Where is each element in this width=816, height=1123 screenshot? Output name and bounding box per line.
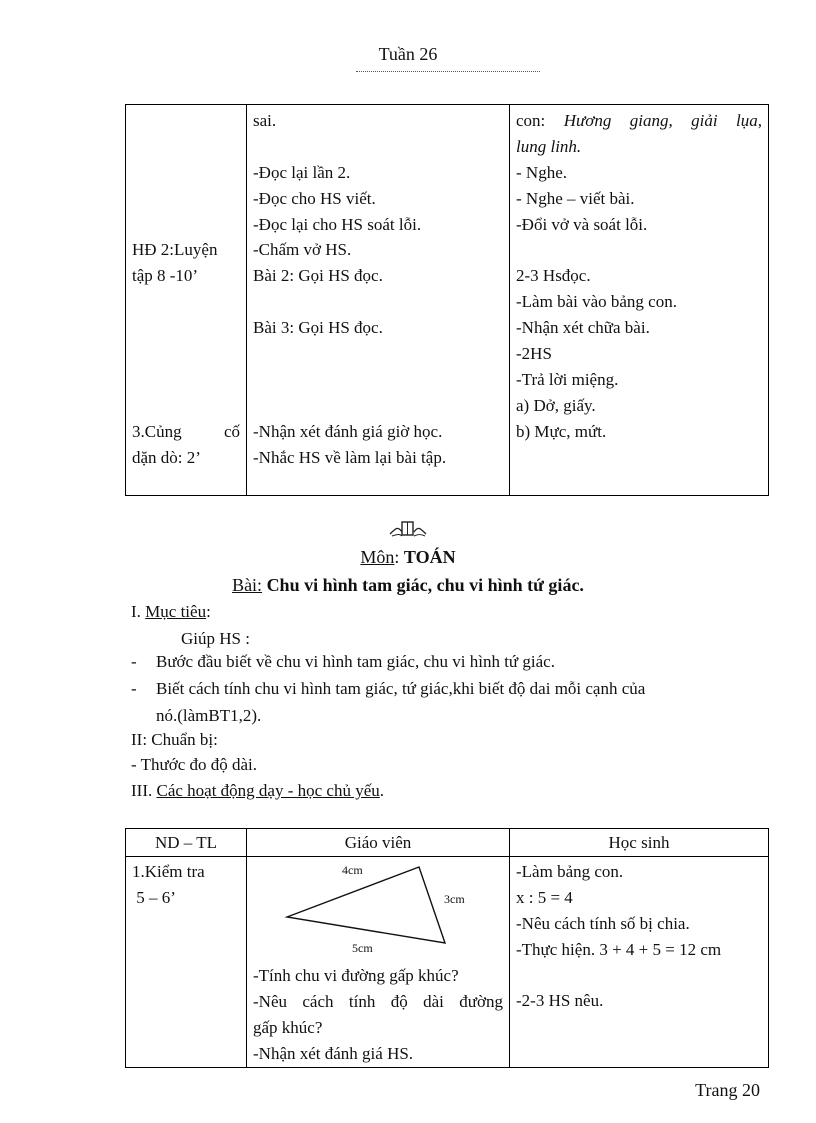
table2-student-line: x : 5 = 4 bbox=[516, 887, 573, 907]
triangle-label-bottom: 5cm bbox=[352, 941, 373, 955]
objective-text: Bước đầu biết về chu vi hình tam giác, chu vi hình tứ giác. bbox=[156, 652, 555, 671]
table2-student-line: -Thực hiện. 3 + 4 + 5 = 12 cm bbox=[516, 939, 722, 959]
table2-teacher-line: -Nêu cách tính độ dài đường bbox=[253, 991, 503, 1011]
table1-teacher-line: sai. bbox=[253, 111, 277, 130]
table1-student-line: 2-3 Hsđọc. bbox=[516, 266, 591, 286]
prep-item: - Thước đo độ dài. bbox=[131, 755, 258, 774]
table1-col1-line bbox=[132, 108, 240, 134]
table1-student-line: - Nghe – viết bài. bbox=[516, 188, 635, 208]
subject-value: TOÁN bbox=[403, 547, 456, 567]
table1-student-line: -Trả lời miệng. bbox=[516, 369, 619, 389]
table1-student-line: -Làm bài vào bảng con. bbox=[516, 292, 677, 312]
lesson-heading bbox=[0, 575, 816, 596]
table1-student-line: -2HS bbox=[516, 344, 552, 364]
table1-teacher-line bbox=[253, 134, 503, 160]
table1-teacher-line bbox=[253, 367, 503, 393]
table2-col1-line: 1.Kiểm tra bbox=[132, 862, 205, 881]
prep-heading: II: Chuẩn bị: bbox=[131, 730, 218, 749]
table1-student-column bbox=[510, 105, 769, 496]
table1-student-line bbox=[516, 237, 762, 263]
objectives-title: Mục tiêu bbox=[145, 602, 207, 621]
student-prefix: con: bbox=[516, 111, 564, 130]
table2-student-column bbox=[510, 857, 769, 1068]
triangle-shape bbox=[287, 867, 445, 943]
table2-student-line: -Nêu cách tính số bị chia. bbox=[516, 913, 690, 933]
table1-col1-line bbox=[132, 160, 240, 186]
table1-col1-line bbox=[132, 186, 240, 212]
lesson-table-continued bbox=[125, 104, 769, 496]
triangle-label-right: 3cm bbox=[444, 892, 465, 906]
table1-student-line: - Nghe. bbox=[516, 162, 567, 182]
table2-teacher-line: -Tính chu vi đường gấp khúc? bbox=[253, 966, 459, 985]
table1-teacher-line bbox=[253, 393, 503, 419]
objectives-prefix: I. bbox=[131, 602, 146, 621]
activities-title: Các hoạt động dạy - học chủ yếu bbox=[156, 781, 380, 800]
subject-colon: : bbox=[394, 547, 404, 567]
help-line: Giúp HS : bbox=[181, 629, 250, 648]
table1-student-line: -Đổi vở và soát lỗi. bbox=[516, 214, 648, 234]
triangle-label-top: 4cm bbox=[342, 863, 363, 877]
table1-col1-line bbox=[132, 315, 240, 341]
book-ornament-icon bbox=[388, 518, 428, 540]
table1-teacher-line: -Đọc lại lần 2. bbox=[253, 162, 351, 182]
table1-col-content bbox=[126, 105, 247, 496]
table2-header-cell: Học sinh bbox=[510, 829, 769, 857]
activities-table bbox=[125, 828, 769, 1068]
bullet-dash: - bbox=[131, 679, 137, 698]
page-number: Trang 20 bbox=[695, 1080, 760, 1100]
table1-col1-line bbox=[132, 367, 240, 393]
table1-col1-line: tập 8 -10’ bbox=[132, 266, 199, 286]
table1-teacher-column bbox=[247, 105, 510, 496]
objective-bullet bbox=[131, 652, 771, 676]
activities-heading bbox=[131, 779, 384, 803]
table1-teacher-line: -Nhắc HS về làm lại bài tập. bbox=[253, 447, 447, 467]
table2-student-line: -2-3 HS nêu. bbox=[516, 991, 604, 1011]
activities-suffix: . bbox=[379, 781, 385, 800]
table2-content-column bbox=[126, 857, 247, 1068]
objectives-heading bbox=[131, 600, 211, 624]
table2-header-cell: Giáo viên bbox=[247, 829, 510, 857]
table1-col1-line bbox=[132, 289, 240, 315]
subject-heading bbox=[0, 547, 816, 568]
table1-teacher-line: Bài 3: Gọi HS đọc. bbox=[253, 318, 383, 338]
objectives-colon: : bbox=[206, 602, 211, 621]
lesson-label: Bài: bbox=[232, 575, 263, 595]
table1-student-line: lung linh. bbox=[516, 136, 582, 156]
table2-teacher-line: gấp khúc? bbox=[253, 1017, 323, 1037]
table1-student-line: a) Dở, giấy. bbox=[516, 395, 596, 415]
table2-header-cell: ND – TL bbox=[126, 829, 247, 857]
table1-teacher-line: -Chấm vở HS. bbox=[253, 240, 352, 260]
objective-continuation: nó.(làmBT1,2). bbox=[156, 706, 262, 725]
page-header-title: Tuần 26 bbox=[378, 44, 438, 64]
table1-teacher-line bbox=[253, 289, 503, 315]
table1-col1-line: HĐ 2:Luyện bbox=[132, 240, 218, 260]
triangle-figure bbox=[253, 859, 503, 963]
header-dotted-rule bbox=[356, 71, 540, 72]
table1-teacher-line: Bài 2: Gọi HS đọc. bbox=[253, 266, 383, 286]
lesson-title: Chu vi hình tam giác, chu vi hình tứ giác. bbox=[266, 575, 584, 595]
objective-bullet bbox=[131, 679, 771, 703]
table2-col1-line: 5 – 6’ bbox=[132, 887, 176, 907]
table2-teacher-line: -Nhận xét đánh giá HS. bbox=[253, 1043, 414, 1063]
table1-col1-line bbox=[132, 341, 240, 367]
activities-prefix: III. bbox=[131, 781, 157, 800]
table2-student-line: -Làm bảng con. bbox=[516, 862, 624, 881]
table1-col1-line: 3.Củng cố bbox=[132, 421, 240, 441]
table1-teacher-line: -Đọc lại cho HS soát lỗi. bbox=[253, 214, 422, 234]
table1-col1-line bbox=[132, 134, 240, 160]
table1-teacher-line: -Nhận xét đánh giá giờ học. bbox=[253, 421, 443, 441]
table1-student-line: -Nhận xét chữa bài. bbox=[516, 318, 650, 338]
table1-teacher-line: -Đọc cho HS viết. bbox=[253, 188, 376, 208]
table1-student-line bbox=[516, 108, 762, 134]
table2-student-line bbox=[516, 963, 762, 989]
table2-teacher-column bbox=[247, 857, 510, 1068]
table1-col1-line bbox=[132, 212, 240, 238]
student-italic-words: Hương giang, giải lụa, bbox=[563, 111, 762, 130]
subject-label: Môn bbox=[360, 547, 395, 567]
objective-text: Biết cách tính chu vi hình tam giác, tứ giác,khi biết độ dai mỗi cạnh của bbox=[156, 679, 646, 698]
table1-col1-line: dặn dò: 2’ bbox=[132, 447, 201, 467]
table1-teacher-line bbox=[253, 341, 503, 367]
bullet-dash: - bbox=[131, 652, 137, 671]
table1-col1-line bbox=[132, 393, 240, 419]
table1-student-line: b) Mực, mứt. bbox=[516, 421, 607, 441]
